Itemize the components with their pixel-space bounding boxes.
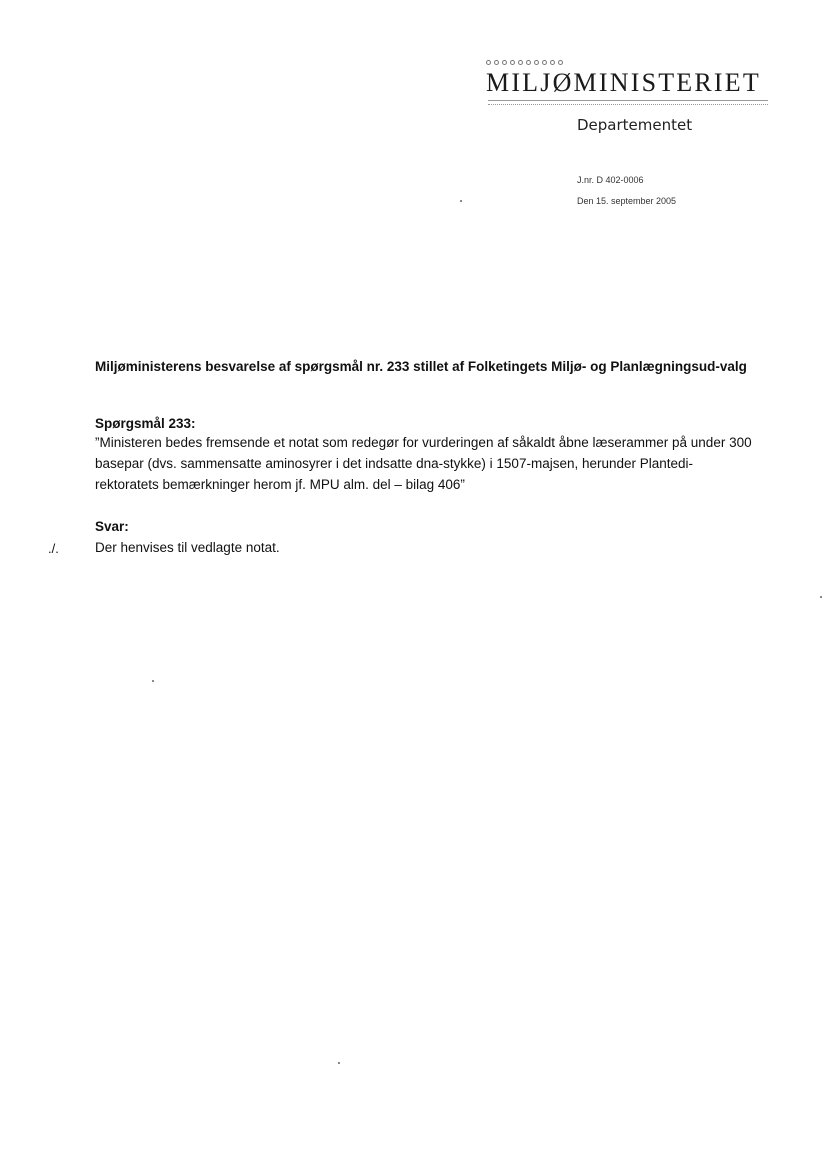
question-text: ”Ministeren bedes fremsende et notat som redegør for vurderingen af såkaldt åbne læserammer på under 300 basepar (dvs. sammensatte aminosyrer i det indsatte dna-stykke) i 1507-majsen, herunder Plantedi-rektoratets bemærkninger herom jf. MPU alm. del – bilag 406” [95,435,752,492]
logo-dot [494,60,499,65]
ministry-logo-title: MILJØMINISTERIET [486,68,761,97]
logo-dot [518,60,523,65]
logo-dot [526,60,531,65]
logo-dot [486,60,491,65]
enclosure-margin-mark: ./. [48,541,59,556]
logo-dot [510,60,515,65]
document-date: Den 15. september 2005 [577,196,677,206]
logo-rule [488,100,768,105]
logo-dot [534,60,539,65]
question-label: Spørgsmål 233: [95,416,196,431]
logo-dot [542,60,547,65]
journal-number: J.nr. D 402-0006 [577,175,644,185]
scan-speck [460,200,462,202]
document-heading: Miljøministerens besvarelse af spørgsmål nr. 233 stillet af Folketingets Miljø- og Planlægningsud-valg [95,359,747,374]
scan-speck [820,596,822,598]
logo-dots [486,60,586,68]
scan-speck [152,680,154,682]
answer-label: Svar: [95,519,129,534]
logo-dot [550,60,555,65]
logo-dot [502,60,507,65]
department-name: Departementet [577,116,693,134]
scan-speck [338,1062,340,1064]
logo-dot [558,60,563,65]
answer-text: Der henvises til vedlagte notat. [95,540,280,555]
